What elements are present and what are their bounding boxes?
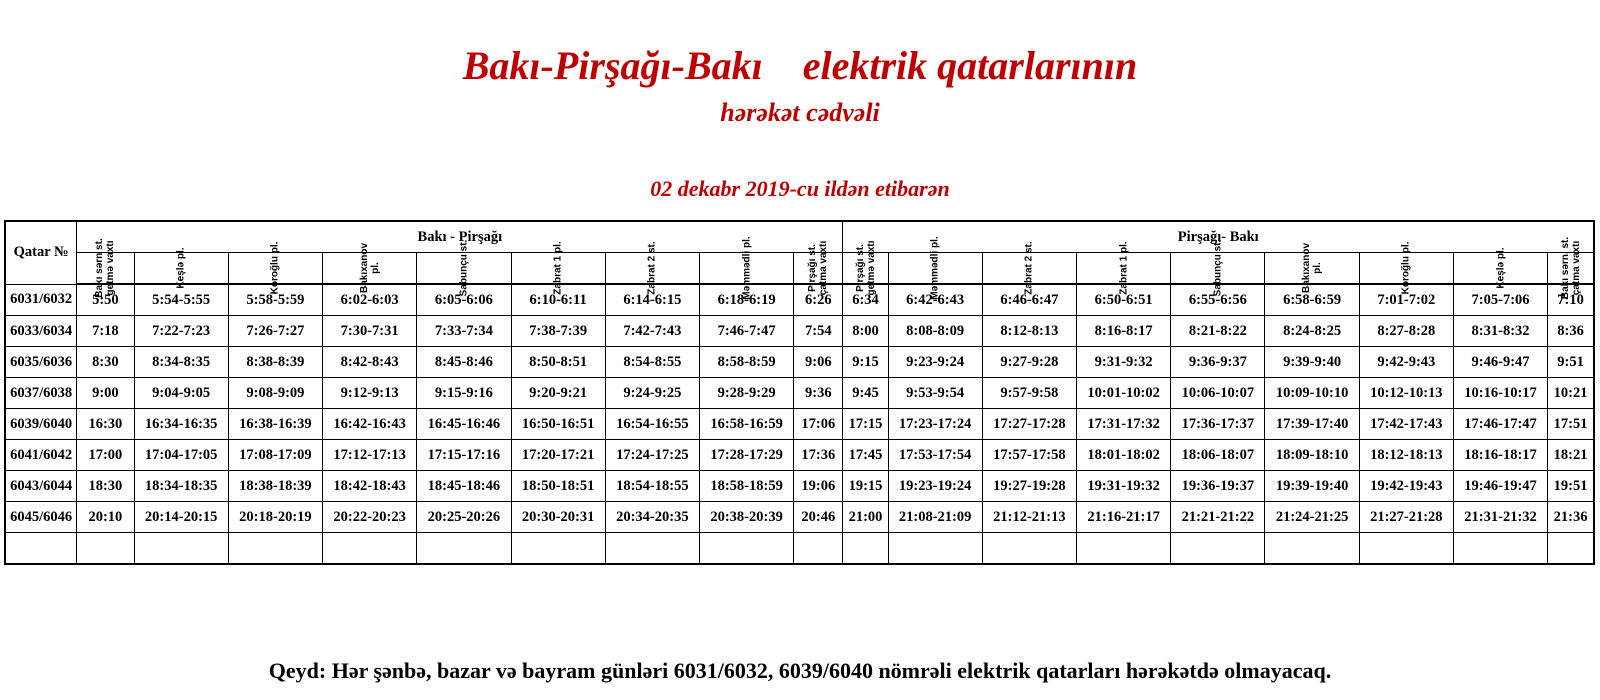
time-cell: 7:10 <box>1548 284 1594 316</box>
table-row <box>5 316 1594 347</box>
time-cell: 17:31-17:32 <box>1077 409 1171 440</box>
time-cell: 8:30 <box>77 347 134 378</box>
time-cell: 18:50-18:51 <box>511 471 605 502</box>
station-header-label: Məmmədli pl. <box>741 236 753 300</box>
time-cell: 8:31-8:32 <box>1453 316 1547 347</box>
empty-cell <box>1171 533 1265 565</box>
train-number-cell: 6039/6040 <box>5 409 77 440</box>
time-cell: 17:27-17:28 <box>982 409 1076 440</box>
station-header-label: Keşlə pl. <box>175 247 187 289</box>
table-row <box>5 409 1594 440</box>
time-cell: 7:05-7:06 <box>1453 284 1547 316</box>
time-cell: 7:01-7:02 <box>1359 284 1453 316</box>
time-cell: 17:36 <box>794 440 843 471</box>
train-number-cell: 6037/6038 <box>5 378 77 409</box>
time-cell: 8:50-8:51 <box>511 347 605 378</box>
time-cell: 8:00 <box>843 316 888 347</box>
station-header-cell <box>323 242 417 294</box>
time-cell: 18:42-18:43 <box>323 471 417 502</box>
time-cell: 21:12-21:13 <box>982 502 1076 533</box>
time-cell: 10:01-10:02 <box>1077 378 1171 409</box>
time-cell: 18:58-18:59 <box>699 471 793 502</box>
empty-cell <box>888 533 982 565</box>
empty-cell <box>1077 533 1171 565</box>
empty-cell <box>5 533 77 565</box>
time-cell: 18:30 <box>77 471 134 502</box>
time-cell: 20:18-20:19 <box>228 502 322 533</box>
time-cell: 6:46-6:47 <box>982 284 1076 316</box>
time-cell: 5:50 <box>77 284 134 316</box>
time-cell: 8:42-8:43 <box>323 347 417 378</box>
time-cell: 9:27-9:28 <box>982 347 1076 378</box>
time-cell: 21:31-21:32 <box>1453 502 1547 533</box>
table-row <box>5 284 1594 316</box>
station-header-cell <box>1265 242 1359 294</box>
empty-cell <box>794 533 843 565</box>
time-cell: 21:00 <box>843 502 888 533</box>
time-cell: 10:12-10:13 <box>1359 378 1453 409</box>
station-header-cell <box>794 240 843 296</box>
station-header-cell <box>228 241 322 295</box>
time-cell: 9:53-9:54 <box>888 378 982 409</box>
time-cell: 7:30-7:31 <box>323 316 417 347</box>
time-cell: 9:31-9:32 <box>1077 347 1171 378</box>
time-cell: 7:18 <box>77 316 134 347</box>
time-cell: 19:15 <box>843 471 888 502</box>
station-header-cell <box>511 241 605 295</box>
empty-cell <box>605 533 699 565</box>
station-header-label: Bakı sərn. st. çatma vaxtı <box>1559 236 1582 300</box>
station-header-cell <box>1359 241 1453 295</box>
time-cell: 20:38-20:39 <box>699 502 793 533</box>
empty-cell <box>1548 533 1594 565</box>
time-cell: 8:54-8:55 <box>605 347 699 378</box>
time-cell: 8:21-8:22 <box>1171 316 1265 347</box>
time-cell: 16:45-16:46 <box>417 409 511 440</box>
schedule-subtitle: hərəkət cədvəli <box>720 98 880 127</box>
empty-cell <box>1359 533 1453 565</box>
time-cell: 18:16-18:17 <box>1453 440 1547 471</box>
train-schedule-table <box>4 220 1595 565</box>
time-cell: 17:06 <box>794 409 843 440</box>
train-number-cell: 6035/6036 <box>5 347 77 378</box>
station-header-label: Sabunçu st. <box>1212 239 1224 297</box>
time-cell: 20:34-20:35 <box>605 502 699 533</box>
empty-cell <box>843 533 888 565</box>
time-cell: 20:46 <box>794 502 843 533</box>
time-cell: 17:45 <box>843 440 888 471</box>
time-cell: 7:33-7:34 <box>417 316 511 347</box>
time-cell: 7:54 <box>794 316 843 347</box>
time-cell: 9:57-9:58 <box>982 378 1076 409</box>
time-cell: 9:04-9:05 <box>134 378 228 409</box>
time-cell: 9:12-9:13 <box>323 378 417 409</box>
time-cell: 19:23-19:24 <box>888 471 982 502</box>
station-header-cell <box>605 241 699 295</box>
time-cell: 17:51 <box>1548 409 1594 440</box>
empty-cell <box>77 533 134 565</box>
time-cell: 21:24-21:25 <box>1265 502 1359 533</box>
time-cell: 17:39-17:40 <box>1265 409 1359 440</box>
station-header-cell <box>417 239 511 297</box>
station-header-cell <box>1453 247 1547 289</box>
time-cell: 20:30-20:31 <box>511 502 605 533</box>
time-cell: 17:46-17:47 <box>1453 409 1547 440</box>
time-cell: 9:39-9:40 <box>1265 347 1359 378</box>
time-cell: 19:36-19:37 <box>1171 471 1265 502</box>
time-cell: 8:24-8:25 <box>1265 316 1359 347</box>
train-number-cell: 6045/6046 <box>5 502 77 533</box>
time-cell: 18:21 <box>1548 440 1594 471</box>
empty-cell <box>417 533 511 565</box>
time-cell: 16:30 <box>77 409 134 440</box>
time-cell: 9:24-9:25 <box>605 378 699 409</box>
station-header-row <box>5 253 1594 285</box>
time-cell: 7:22-7:23 <box>134 316 228 347</box>
time-cell: 6:18-6:19 <box>699 284 793 316</box>
time-cell: 6:42-6:43 <box>888 284 982 316</box>
time-cell: 19:39-19:40 <box>1265 471 1359 502</box>
time-cell: 21:36 <box>1548 502 1594 533</box>
time-cell: 20:10 <box>77 502 134 533</box>
time-cell: 9:36-9:37 <box>1171 347 1265 378</box>
train-number-cell: 6031/6032 <box>5 284 77 316</box>
time-cell: 17:00 <box>77 440 134 471</box>
time-cell: 20:14-20:15 <box>134 502 228 533</box>
time-cell: 9:23-9:24 <box>888 347 982 378</box>
time-cell: 5:58-5:59 <box>228 284 322 316</box>
time-cell: 9:28-9:29 <box>699 378 793 409</box>
time-cell: 6:05-6:06 <box>417 284 511 316</box>
empty-cell <box>982 533 1076 565</box>
empty-cell <box>228 533 322 565</box>
station-header-cell <box>1077 241 1171 295</box>
table-row <box>5 440 1594 471</box>
table-row <box>5 347 1594 378</box>
time-cell: 6:58-6:59 <box>1265 284 1359 316</box>
time-cell: 6:34 <box>843 284 888 316</box>
table-row <box>5 471 1594 502</box>
time-cell: 16:50-16:51 <box>511 409 605 440</box>
train-number-cell: 6041/6042 <box>5 440 77 471</box>
time-cell: 7:26-7:27 <box>228 316 322 347</box>
time-cell: 7:46-7:47 <box>699 316 793 347</box>
time-cell: 8:36 <box>1548 316 1594 347</box>
table-row <box>5 378 1594 409</box>
station-header-label: Zabrat 2 st. <box>1023 241 1035 295</box>
time-cell: 9:42-9:43 <box>1359 347 1453 378</box>
time-cell: 8:16-8:17 <box>1077 316 1171 347</box>
time-cell: 9:36 <box>794 378 843 409</box>
station-header-label: Keşlə pl. <box>1495 247 1507 289</box>
time-cell: 10:09-10:10 <box>1265 378 1359 409</box>
station-header-label: Məmmədli pl. <box>929 236 941 300</box>
time-cell: 17:20-17:21 <box>511 440 605 471</box>
time-cell: 6:50-6:51 <box>1077 284 1171 316</box>
time-cell: 16:58-16:59 <box>699 409 793 440</box>
station-header-label: Koroğlu pl. <box>269 241 281 295</box>
time-cell: 5:54-5:55 <box>134 284 228 316</box>
time-cell: 19:51 <box>1548 471 1594 502</box>
time-cell: 8:58-8:59 <box>699 347 793 378</box>
train-number-cell: 6033/6034 <box>5 316 77 347</box>
schedule-title: Bakı-Pirşağı-Bakı elektrik qatarlarının <box>462 43 1138 88</box>
empty-cell <box>1453 533 1547 565</box>
time-cell: 17:08-17:09 <box>228 440 322 471</box>
time-cell: 20:25-20:26 <box>417 502 511 533</box>
direction-pirsagi-baki: Pirşağı- Bakı <box>843 221 1594 253</box>
time-cell: 9:06 <box>794 347 843 378</box>
direction-header-row <box>5 221 1594 253</box>
time-cell: 17:12-17:13 <box>323 440 417 471</box>
time-cell: 7:42-7:43 <box>605 316 699 347</box>
time-cell: 21:16-21:17 <box>1077 502 1171 533</box>
empty-row <box>5 533 1594 565</box>
time-cell: 16:38-16:39 <box>228 409 322 440</box>
time-cell: 18:01-18:02 <box>1077 440 1171 471</box>
time-cell: 8:34-8:35 <box>134 347 228 378</box>
time-cell: 21:21-21:22 <box>1171 502 1265 533</box>
table-row <box>5 502 1594 533</box>
effective-date: 02 dekabr 2019-cu ildən etibarən <box>650 176 950 201</box>
time-cell: 20:22-20:23 <box>323 502 417 533</box>
empty-cell <box>134 533 228 565</box>
time-cell: 9:08-9:09 <box>228 378 322 409</box>
station-header-label: Pirşağı st. çatma vaxtı <box>807 240 830 296</box>
time-cell: 8:08-8:09 <box>888 316 982 347</box>
station-header-label: Koroğlu pl. <box>1400 241 1412 295</box>
time-cell: 17:28-17:29 <box>699 440 793 471</box>
time-cell: 16:42-16:43 <box>323 409 417 440</box>
time-cell: 10:06-10:07 <box>1171 378 1265 409</box>
time-cell: 16:34-16:35 <box>134 409 228 440</box>
time-cell: 10:16-10:17 <box>1453 378 1547 409</box>
time-cell: 17:36-17:37 <box>1171 409 1265 440</box>
time-cell: 10:21 <box>1548 378 1594 409</box>
time-cell: 19:46-19:47 <box>1453 471 1547 502</box>
time-cell: 9:00 <box>77 378 134 409</box>
time-cell: 18:06-18:07 <box>1171 440 1265 471</box>
time-cell: 18:45-18:46 <box>417 471 511 502</box>
station-header-cell <box>982 241 1076 295</box>
time-cell: 18:34-18:35 <box>134 471 228 502</box>
time-cell: 19:27-19:28 <box>982 471 1076 502</box>
time-cell: 8:45-8:46 <box>417 347 511 378</box>
footer-note: Qeyd: Hər şənbə, bazar və bayram günləri 6031/6032, 6039/6040 nömrəli elektrik qatarları hərəkətdə olmayacaq. <box>268 658 1332 683</box>
time-cell: 8:12-8:13 <box>982 316 1076 347</box>
time-cell: 19:31-19:32 <box>1077 471 1171 502</box>
station-header-label: Bakı sərn st. getmə vaxtı <box>94 238 117 298</box>
time-cell: 7:38-7:39 <box>511 316 605 347</box>
time-cell: 17:15-17:16 <box>417 440 511 471</box>
time-cell: 9:15 <box>843 347 888 378</box>
time-cell: 17:42-17:43 <box>1359 409 1453 440</box>
time-cell: 9:46-9:47 <box>1453 347 1547 378</box>
time-cell: 9:51 <box>1548 347 1594 378</box>
time-cell: 6:55-6:56 <box>1171 284 1265 316</box>
empty-cell <box>511 533 605 565</box>
time-cell: 17:53-17:54 <box>888 440 982 471</box>
time-cell: 18:09-18:10 <box>1265 440 1359 471</box>
time-cell: 17:23-17:24 <box>888 409 982 440</box>
time-cell: 8:38-8:39 <box>228 347 322 378</box>
empty-cell <box>1265 533 1359 565</box>
time-cell: 21:27-21:28 <box>1359 502 1453 533</box>
time-cell: 9:45 <box>843 378 888 409</box>
direction-baki-pirsagi: Bakı - Pirşağı <box>77 221 843 253</box>
time-cell: 17:24-17:25 <box>605 440 699 471</box>
time-cell: 6:26 <box>794 284 843 316</box>
train-number-cell: 6043/6044 <box>5 471 77 502</box>
station-header-label: Zabrat 2 st. <box>646 241 658 295</box>
train-number-header: Qatar № <box>5 221 77 284</box>
station-header-label: Sabunçu st. <box>458 239 470 297</box>
time-cell: 18:54-18:55 <box>605 471 699 502</box>
time-cell: 18:38-18:39 <box>228 471 322 502</box>
time-cell: 18:12-18:13 <box>1359 440 1453 471</box>
time-cell: 16:54-16:55 <box>605 409 699 440</box>
station-header-label: Zabrat 1 pl. <box>1118 241 1130 295</box>
time-cell: 17:15 <box>843 409 888 440</box>
time-cell: 6:14-6:15 <box>605 284 699 316</box>
time-cell: 9:15-9:16 <box>417 378 511 409</box>
station-header-cell <box>77 238 134 298</box>
time-cell: 6:02-6:03 <box>323 284 417 316</box>
station-header-label: Zabrat 1 pl. <box>552 241 564 295</box>
time-cell: 19:06 <box>794 471 843 502</box>
empty-cell <box>323 533 417 565</box>
time-cell: 6:10-6:11 <box>511 284 605 316</box>
station-header-cell <box>843 240 888 296</box>
time-cell: 21:08-21:09 <box>888 502 982 533</box>
station-header-label: Bakıxanov pl. <box>358 242 381 294</box>
time-cell: 17:57-17:58 <box>982 440 1076 471</box>
time-cell: 17:04-17:05 <box>134 440 228 471</box>
station-header-cell <box>1171 239 1265 297</box>
time-cell: 8:27-8:28 <box>1359 316 1453 347</box>
time-cell: 9:20-9:21 <box>511 378 605 409</box>
station-header-cell <box>134 247 228 289</box>
time-cell: 19:42-19:43 <box>1359 471 1453 502</box>
station-header-label: Pirşağı st. getmə vaxtı <box>854 240 877 296</box>
empty-cell <box>699 533 793 565</box>
station-header-label: Bakıxanov pl. <box>1301 242 1324 294</box>
